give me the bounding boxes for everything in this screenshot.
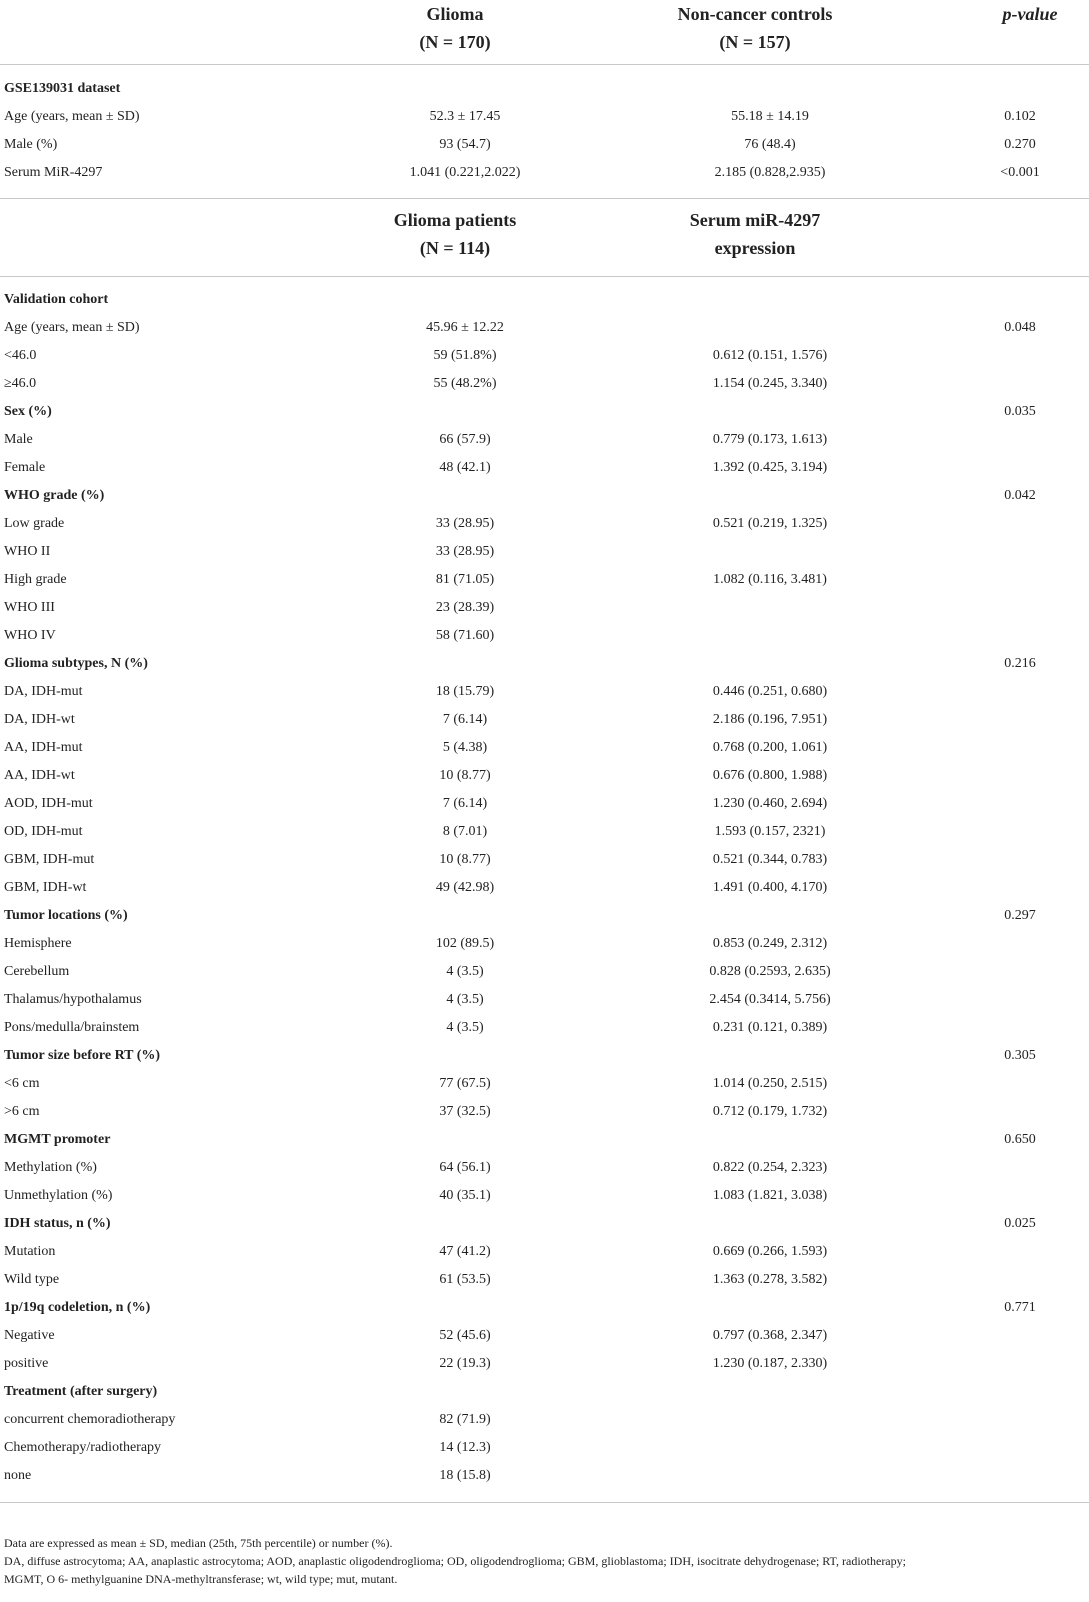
row-label: Negative	[4, 1328, 55, 1343]
table-row	[0, 482, 1089, 510]
table-row	[0, 510, 1089, 538]
row-label: positive	[4, 1356, 49, 1371]
p-value: 0.305	[1004, 1048, 1036, 1063]
table-row	[0, 734, 1089, 762]
table-header-1	[0, 0, 1089, 60]
glioma-value: 47 (41.2)	[439, 1244, 491, 1259]
row-label: Serum MiR-4297	[4, 165, 103, 180]
row-label: AOD, IDH-mut	[4, 796, 93, 811]
table-row	[0, 1098, 1089, 1126]
table-row	[0, 566, 1089, 594]
p-value: 0.650	[1004, 1132, 1036, 1147]
glioma-value: 37 (32.5)	[439, 1104, 491, 1119]
glioma-value: 7 (6.14)	[442, 712, 488, 727]
comparison-value: 1.491 (0.400, 4.170)	[712, 880, 828, 895]
table-row	[0, 286, 1089, 314]
row-label: none	[4, 1468, 32, 1483]
glioma-value: 82 (71.9)	[439, 1412, 491, 1427]
table-row	[0, 1210, 1089, 1238]
header-glioma-patients: Glioma patients (N = 114)	[393, 210, 517, 258]
comparison-value: 1.154 (0.245, 3.340)	[712, 376, 828, 391]
glioma-value: 77 (67.5)	[439, 1076, 491, 1091]
row-label: Validation cohort	[4, 292, 109, 307]
glioma-value: 8 (7.01)	[442, 824, 488, 839]
row-label: Methylation (%)	[4, 1160, 97, 1175]
row-label: WHO II	[4, 544, 51, 559]
footnote: DA, diffuse astrocytoma; AA, anaplastic astrocytoma; AOD, anaplastic oligodendroglioma; OD, oligodendroglioma; GBM, glioblastoma; IDH, isocitrate dehydrogenase; RT, radiotherapy;	[4, 1554, 906, 1568]
table-row	[0, 874, 1089, 902]
row-label: AA, IDH-wt	[4, 768, 75, 783]
row-label: GBM, IDH-mut	[4, 852, 95, 867]
comparison-value: 0.779 (0.173, 1.613)	[712, 432, 828, 447]
p-value: 0.035	[1004, 404, 1036, 419]
row-label: Male (%)	[4, 137, 58, 152]
table-row	[0, 846, 1089, 874]
comparison-value: 0.853 (0.249, 2.312)	[712, 936, 828, 951]
glioma-value: 66 (57.9)	[439, 432, 491, 447]
table-row	[0, 594, 1089, 622]
row-label: Thalamus/hypothalamus	[4, 992, 142, 1007]
footnote: MGMT, O 6- methylguanine DNA-methyltransferase; wt, wild type; mut, mutant.	[4, 1572, 398, 1586]
row-label: DA, IDH-mut	[4, 684, 83, 699]
table-row	[0, 538, 1089, 566]
table-row	[0, 1378, 1089, 1406]
row-label: Wild type	[4, 1272, 60, 1287]
comparison-value: 1.083 (1.821, 3.038)	[712, 1188, 828, 1203]
glioma-value: 14 (12.3)	[439, 1440, 491, 1455]
row-label: Chemotherapy/radiotherapy	[4, 1440, 162, 1455]
header-non-cancer-controls: Non-cancer controls (N = 157)	[677, 4, 833, 52]
p-value: 0.270	[1004, 137, 1036, 152]
comparison-value: 0.676 (0.800, 1.988)	[712, 768, 828, 783]
table-row	[0, 131, 1089, 159]
glioma-value: 64 (56.1)	[439, 1160, 491, 1175]
comparison-value: 0.446 (0.251, 0.680)	[712, 684, 828, 699]
row-label: Tumor locations (%)	[4, 908, 128, 923]
row-label: OD, IDH-mut	[4, 824, 83, 839]
row-label: Low grade	[4, 516, 65, 531]
row-label: High grade	[4, 572, 67, 587]
comparison-value: 0.231 (0.121, 0.389)	[712, 1020, 828, 1035]
table-row	[0, 103, 1089, 131]
glioma-value: 5 (4.38)	[442, 740, 488, 755]
table-row	[0, 1070, 1089, 1098]
glioma-value: 81 (71.05)	[435, 572, 495, 587]
table-row	[0, 342, 1089, 370]
table-row	[0, 930, 1089, 958]
table-row	[0, 1238, 1089, 1266]
row-label: Pons/medulla/brainstem	[4, 1020, 140, 1035]
table-row	[0, 426, 1089, 454]
glioma-value: 1.041 (0.221,2.022)	[409, 165, 521, 180]
comparison-value: 1.392 (0.425, 3.194)	[712, 460, 828, 475]
comparison-value: 0.797 (0.368, 2.347)	[712, 1328, 828, 1343]
row-label: <6 cm	[4, 1076, 40, 1091]
footnote: Data are expressed as mean ± SD, median (25th, 75th percentile) or number (%).	[4, 1536, 393, 1550]
table-row	[0, 818, 1089, 846]
table-row	[0, 398, 1089, 426]
table-row	[0, 1014, 1089, 1042]
row-label: Hemisphere	[4, 936, 72, 951]
table-row	[0, 1126, 1089, 1154]
table-row	[0, 454, 1089, 482]
glioma-value: 23 (28.39)	[435, 600, 495, 615]
table-header-2	[0, 206, 1089, 266]
table-row	[0, 762, 1089, 790]
row-label: WHO grade (%)	[4, 488, 105, 503]
glioma-value: 4 (3.5)	[446, 964, 484, 979]
glioma-value: 10 (8.77)	[439, 852, 491, 867]
comparison-value: 1.593 (0.157, 2321)	[714, 824, 826, 839]
p-value: 0.771	[1004, 1300, 1036, 1315]
comparison-value: 0.828 (0.2593, 2.635)	[709, 964, 831, 979]
row-label: GBM, IDH-wt	[4, 880, 87, 895]
comparison-value: 2.185 (0.828,2.935)	[714, 165, 826, 180]
comparison-value: 1.230 (0.187, 2.330)	[712, 1356, 828, 1371]
comparison-value: 1.014 (0.250, 2.515)	[712, 1076, 828, 1091]
table-row	[0, 706, 1089, 734]
table-row	[0, 1042, 1089, 1070]
row-label: Cerebellum	[4, 964, 70, 979]
table-row	[0, 1322, 1089, 1350]
row-label: Mutation	[4, 1244, 56, 1259]
p-value: <0.001	[1000, 165, 1040, 180]
table-row	[0, 678, 1089, 706]
comparison-value: 55.18 ± 14.19	[731, 109, 809, 124]
table-row	[0, 370, 1089, 398]
glioma-value: 4 (3.5)	[446, 992, 484, 1007]
comparison-value: 0.822 (0.254, 2.323)	[712, 1160, 828, 1175]
comparison-value: 0.669 (0.266, 1.593)	[712, 1244, 828, 1259]
row-label: AA, IDH-mut	[4, 740, 83, 755]
glioma-value: 22 (19.3)	[439, 1356, 491, 1371]
row-label: Glioma subtypes, N (%)	[4, 656, 148, 671]
table-row	[0, 1154, 1089, 1182]
glioma-value: 48 (42.1)	[439, 460, 491, 475]
table-footnotes	[4, 1534, 1084, 1588]
table-row	[0, 1462, 1089, 1490]
row-label: WHO III	[4, 600, 55, 615]
row-label: Tumor size before RT (%)	[4, 1048, 161, 1063]
row-label: Male	[4, 432, 33, 447]
header-p-value: p-value	[1002, 4, 1058, 24]
glioma-value: 18 (15.8)	[439, 1468, 491, 1483]
row-label: Age (years, mean ± SD)	[4, 109, 140, 124]
table-row	[0, 1266, 1089, 1294]
table-row	[0, 650, 1089, 678]
table-row	[0, 159, 1089, 187]
comparison-value: 1.363 (0.278, 3.582)	[712, 1272, 828, 1287]
header-serum-mir4297-expression: Serum miR-4297 expression	[689, 210, 821, 258]
p-value: 0.048	[1004, 320, 1036, 335]
table-row	[0, 1182, 1089, 1210]
table-row	[0, 1406, 1089, 1434]
p-value: 0.102	[1004, 109, 1036, 124]
glioma-value: 59 (51.8%)	[433, 348, 497, 363]
glioma-value: 18 (15.79)	[435, 684, 495, 699]
row-label: Sex (%)	[4, 404, 52, 419]
comparison-value: 0.521 (0.344, 0.783)	[712, 852, 828, 867]
row-label: ≥46.0	[4, 376, 37, 391]
comparison-value: 0.768 (0.200, 1.061)	[712, 740, 828, 755]
glioma-value: 33 (28.95)	[435, 516, 495, 531]
glioma-value: 52.3 ± 17.45	[429, 109, 501, 124]
comparison-value: 0.521 (0.219, 1.325)	[712, 516, 828, 531]
divider-header2	[0, 276, 1089, 277]
row-label: GSE139031 dataset	[4, 81, 121, 96]
glioma-value: 52 (45.6)	[439, 1328, 491, 1343]
table-row	[0, 1294, 1089, 1322]
glioma-value: 58 (71.60)	[435, 628, 495, 643]
row-label: Treatment (after surgery)	[4, 1384, 158, 1399]
row-label: Age (years, mean ± SD)	[4, 320, 140, 335]
p-value: 0.297	[1004, 908, 1036, 923]
comparison-value: 2.454 (0.3414, 5.756)	[709, 992, 831, 1007]
glioma-value: 45.96 ± 12.22	[426, 320, 504, 335]
table-row	[0, 902, 1089, 930]
table-row	[0, 75, 1089, 103]
divider-middle	[0, 198, 1089, 199]
row-label: WHO IV	[4, 628, 56, 643]
glioma-value: 102 (89.5)	[435, 936, 495, 951]
row-label: 1p/19q codeletion, n (%)	[4, 1300, 151, 1315]
p-value: 0.216	[1004, 656, 1036, 671]
comparison-value: 1.230 (0.460, 2.694)	[712, 796, 828, 811]
row-label: >6 cm	[4, 1104, 40, 1119]
glioma-value: 10 (8.77)	[439, 768, 491, 783]
glioma-value: 49 (42.98)	[435, 880, 495, 895]
glioma-value: 7 (6.14)	[442, 796, 488, 811]
glioma-value: 4 (3.5)	[446, 1020, 484, 1035]
comparison-value: 2.186 (0.196, 7.951)	[712, 712, 828, 727]
row-label: IDH status, n (%)	[4, 1216, 111, 1231]
divider-bottom	[0, 1502, 1089, 1503]
row-label: <46.0	[4, 348, 37, 363]
table-row	[0, 1434, 1089, 1462]
comparison-value: 0.712 (0.179, 1.732)	[712, 1104, 828, 1119]
p-value: 0.042	[1004, 488, 1036, 503]
table-row	[0, 1350, 1089, 1378]
table-row	[0, 622, 1089, 650]
table-row	[0, 958, 1089, 986]
p-value: 0.025	[1004, 1216, 1036, 1231]
glioma-value: 33 (28.95)	[435, 544, 495, 559]
glioma-value: 55 (48.2%)	[433, 376, 497, 391]
glioma-value: 40 (35.1)	[439, 1188, 491, 1203]
comparison-value: 76 (48.4)	[744, 137, 796, 152]
row-label: DA, IDH-wt	[4, 712, 75, 727]
glioma-value: 93 (54.7)	[439, 137, 491, 152]
header-glioma: Glioma (N = 170)	[419, 4, 491, 52]
row-label: Unmethylation (%)	[4, 1188, 113, 1203]
comparison-value: 0.612 (0.151, 1.576)	[712, 348, 828, 363]
table-row	[0, 986, 1089, 1014]
comparison-value: 1.082 (0.116, 3.481)	[713, 572, 827, 587]
row-label: concurrent chemoradiotherapy	[4, 1412, 176, 1427]
divider-top	[0, 64, 1089, 65]
table-row	[0, 790, 1089, 818]
row-label: Female	[4, 460, 46, 475]
table-row	[0, 314, 1089, 342]
glioma-value: 61 (53.5)	[439, 1272, 491, 1287]
row-label: MGMT promoter	[4, 1132, 111, 1147]
